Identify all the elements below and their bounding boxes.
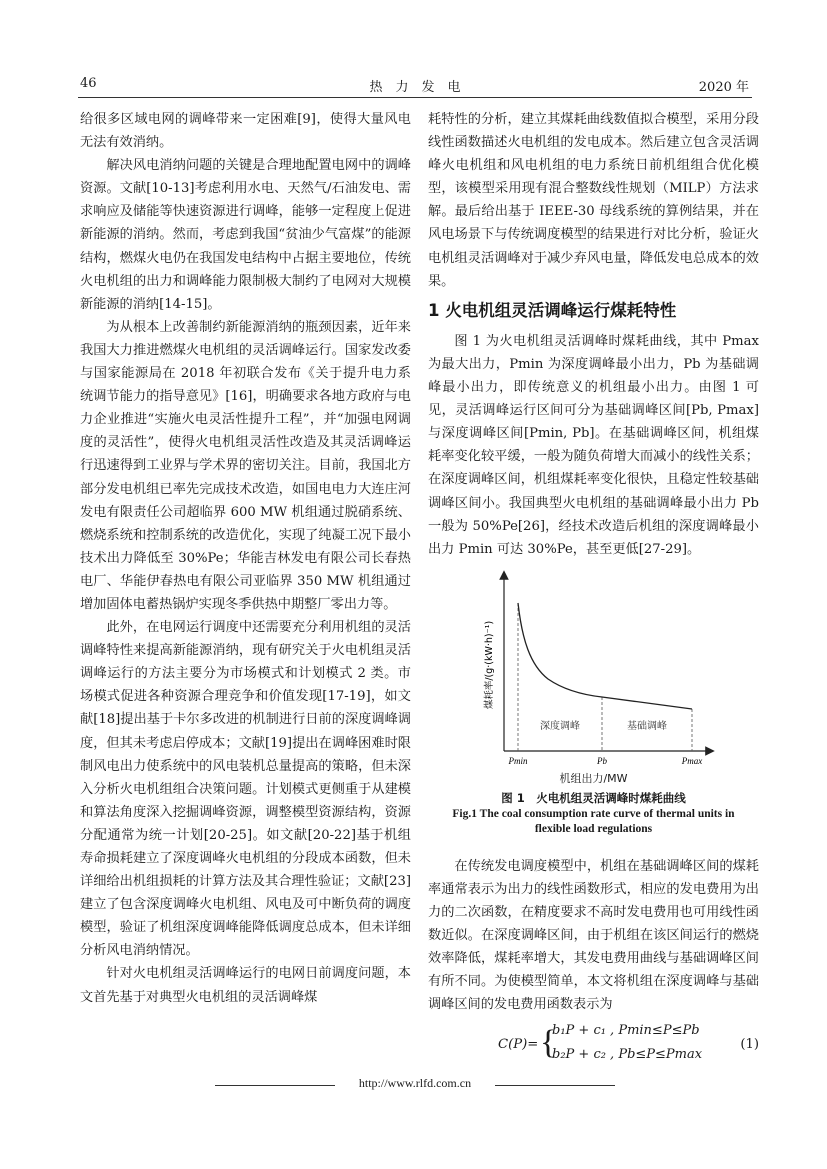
journal-name: 热 力 发 电 (369, 80, 461, 95)
equation-number: (1) (740, 1036, 759, 1052)
figure-caption-en-line1: Fig.1 The coal consumption rate curve of thermal units in (452, 807, 735, 820)
paragraph: 针对火电机组灵活调峰运行的电网日前调度问题，本文首先基于对典型火电机组的灵活调峰煤 (80, 966, 411, 1005)
equation-case-1: b₁P + c₁ , Pmin≤P≤Pb (552, 1022, 700, 1038)
paragraph: 图 1 为火电机组灵活调峰时煤耗曲线，其中 Pmax 为最大出力，Pmin 为深度调峰最小出力，Pb 为基础调峰最小出力，即传统意义的机组最小出力。由图 1 可见，灵活调峰运行区间可分为基础调峰区间[Pb, Pmax]与深度调峰区间[Pmin, Pb]。在基础调峰区间，机组煤耗率变化较平缓，一般为随负荷增大而减小的线性关系；在深度调峰区间，机组煤耗率变化很快，且稳定性较基础调峰区间小。我国典型火电机组的基础调峰最小出力 Pb 一般为 50%Pe[26]，经技术改造后机组的深度调峰最小出力 Pmin 可达 30%Pe，甚至更低[27-29]。 (428, 333, 759, 557)
paragraph: 解决风电消纳问题的关键是合理地配置电网中的调峰资源。文献[10-13]考虑利用水电、天然气/石油发电、需求响应及储能等快速资源进行调峰，能够一定程度上促进新能源的消纳。然而，考虑到我国“贫油少气富煤”的能源结构，燃煤火电仍在我国发电结构中占据主要地位，传统火电机组的出力和调峰能力限制极大制约了电网对大规模新能源的消纳[14-15]。 (80, 158, 411, 312)
region-base-label: 基础调峰 (626, 720, 667, 732)
footer-rule-left (215, 1085, 335, 1086)
paragraph: 给很多区域电网的调峰带来一定困难[9]，使得大量风电无法有效消纳。 (80, 112, 411, 151)
header-year: 2020 年 (698, 80, 749, 95)
header-rule (78, 97, 752, 98)
y-axis-label: 煤耗率/(g·(kW·h)⁻¹) (483, 620, 495, 709)
paragraph: 在传统发电调度模型中，机组在基础调峰区间的煤耗率通常表示为出力的线性函数形式，相应的发电费用为出力的二次函数，在精度要求不高时发电费用也可用线性函数近似。在深度调峰区间，由于机组在该区间运行的燃烧效率降低，煤耗率增大，其发电费用曲线与基础调峰区间有所不同。为使模型简单，本文将机组在深度调峰与基础调峰区间的发电费用函数表示为 (428, 858, 759, 1013)
coal-consumption-chart (464, 569, 724, 769)
paragraph: 此外，在电网运行调度中还需要充分利用机组的灵活调峰特性来提高新能源消纳，现有研究关于火电机组灵活调峰运行的方法主要分为市场模式和计划模式 2 类。市场模式促进各种资源合理竞争和价值发现[17-19]，如文献[18]提出基于卡尔多改进的机制进行日前的深度调峰调度，但其未考虑启停成本；文献[19]提出在调峰困难时限制风电出力使系统中的风电装机总量提高的策略，但未深入分析火电机组组合决策问题。计划模式更侧重于从建模和算法角度深入挖掘调峰资源，调整模型资源结构，资源分配通常为统一计划[20-25]。如文献[20-22]基于机组寿命损耗建立了深度调峰火电机组的分段成本函数，但未详细给出机组损耗的计算方法及其合理性验证；文献[23]建立了包含深度调峰火电机组、风电及可中断负荷的调度模型，验证了机组深度调峰能降低调度总成本，但未详细分析风电消纳情况。 (80, 620, 411, 959)
region-deep-label: 深度调峰 (539, 720, 580, 732)
x-axis-label: 机组出力/MW (559, 771, 628, 785)
equation-lhs: C(P)= (498, 1036, 539, 1052)
equation-case-2: b₂P + c₂ , Pb≤P≤Pmax (552, 1046, 703, 1062)
coal-rate-curve (518, 603, 692, 709)
figure-caption-cn: 图 1 火电机组灵活调峰时煤耗曲线 (501, 790, 686, 805)
tick-pmax: Pmax (681, 755, 702, 766)
equation-brace: { (540, 1023, 557, 1061)
paragraph: 为从根本上改善制约新能源消纳的瓶颈因素，近年来我国大力推进燃煤火电机组的灵活调峰运行。国家发改委与国家能源局在 2018 年初联合发布《关于提升电力系统调节能力的指导意见》[16]，明确要求各地方政府与电力企业推进“实施火电灵活性提升工程”，并“加强电网调度的灵活性”，使得火电机组灵活性改造及其灵活调峰运行迅速得到工业界与学术界的密切关注。目前，我国北方部分发电机组已率先完成技术改造，如国电电力大连庄河发电有限责任公司超临界 600 MW 机组通过脱硝系统、燃烧系统和控制系统的改造优化，实现了纯凝工况下最小技术出力降低至 30%Pe；华能吉林发电有限公司长春热电厂、华能伊春热电有限公司亚临界 350 MW 机组通过增加固体电蓄热锅炉实现冬季供热中期整厂零出力等。 (80, 319, 411, 612)
tick-pmin: Pmin (508, 755, 527, 766)
equation-1 (428, 1021, 759, 1069)
figure-1 (428, 569, 759, 837)
footer-url[interactable]: http://www.rlfd.com.cn (358, 1076, 472, 1090)
left-column (80, 108, 411, 1009)
footer-rule-right (495, 1085, 615, 1086)
tick-pb: Pb (596, 755, 607, 766)
figure-caption-en-line2: flexible load regulations (534, 822, 653, 835)
paragraph: 耗特性的分析，建立其煤耗曲线数值拟合模型，采用分段线性函数描述火电机组的发电成本。然后建立包含灵活调峰火电机组和风电机组的电力系统日前机组组合优化模型，该模型采用现有混合整数线性规划（MILP）方法求解。最后给出基于 IEEE-30 母线系统的算例结果，并在风电场景下与传统调度模型的结果进行对比分析，验证火电机组灵活调峰对于减少弃风电量，降低发电总成本的效果。 (428, 112, 759, 289)
page-number: 46 (80, 76, 97, 91)
section-heading: 1 火电机组灵活调峰运行煤耗特性 (428, 300, 677, 320)
right-column (428, 108, 759, 1069)
